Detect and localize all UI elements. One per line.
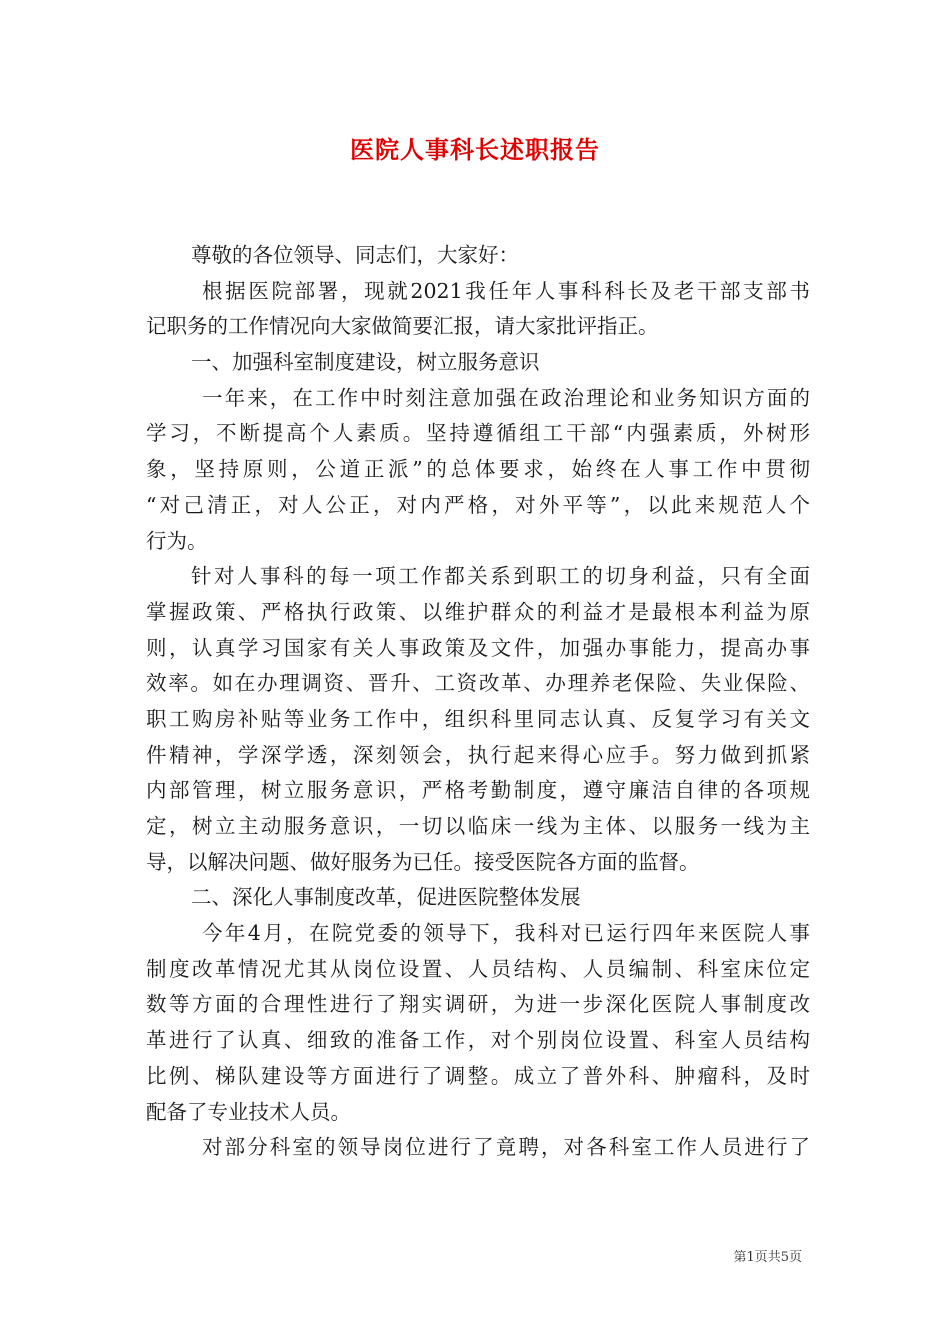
paragraph-line: 效率。如在办理调资、晋升、工资改革、办理养老保险、失业保险、	[146, 671, 810, 696]
paragraph-line: 学习，不断提高个人素质。坚持遵循组工干部“内强素质，外树形	[146, 421, 810, 446]
paragraph-line: 记职务的工作情况向大家做简要汇报，请大家批评指正。	[146, 314, 659, 339]
paragraph-line: 一年来，在工作中时刻注意加强在政治理论和业务知识方面的	[202, 385, 810, 410]
paragraph-line: 针对人事科的每一项工作都关系到职工的切身利益，只有全面	[191, 564, 810, 589]
paragraph-line: 制度改革情况尤其从岗位设置、人员结构、人员编制、科室床位定	[146, 956, 810, 981]
paragraph-line: 行为。	[146, 528, 208, 553]
paragraph-line: 导，以解决问题、做好服务为已任。接受医院各方面的监督。	[146, 849, 700, 874]
paragraph-line: 根据医院部署，现就2021我任年人事科科长及老干部支部书	[202, 278, 810, 303]
paragraph-line: 尊敬的各位领导、同志们，大家好：	[191, 243, 519, 267]
paragraph-line: 今年4月，在院党委的领导下，我科对已运行四年来医院人事	[202, 921, 810, 946]
paragraph-line: 革进行了认真、细致的准备工作，对个别岗位设置、科室人员结构	[146, 1028, 810, 1053]
paragraph-line: 配备了专业技术人员。	[146, 1099, 351, 1124]
paragraph-line: 则，认真学习国家有关人事政策及文件，加强办事能力，提高办事	[146, 635, 810, 660]
document-title: 医院人事科长述职报告	[350, 135, 600, 164]
paragraph-line: 比例、梯队建设等方面进行了调整。成立了普外科、肿瘤科，及时	[146, 1063, 810, 1088]
paragraph-line: 定，树立主动服务意识，一切以临床一线为主体、以服务一线为主	[146, 814, 810, 838]
paragraph-line: 内部管理，树立服务意识，严格考勤制度，遵守廉洁自律的各项规	[146, 778, 810, 803]
paragraph-line: 对部分科室的领导岗位进行了竟聘，对各科室工作人员进行了	[202, 1135, 810, 1160]
paragraph-line: 件精神，学深学透，深刻领会，执行起来得心应手。努力做到抓紧	[146, 742, 810, 767]
document-body	[146, 238, 810, 1166]
paragraph-line: 一、加强科室制度建设，树立服务意识	[191, 350, 540, 375]
paragraph-line: 掌握政策、严格执行政策、以维护群众的利益才是最根本利益为原	[146, 599, 810, 624]
paragraph-line: 数等方面的合理性进行了翔实调研，为进一步深化医院人事制度改	[146, 992, 810, 1017]
paragraph-line: 职工购房补贴等业务工作中，组织科里同志认真、反复学习有关文	[146, 706, 810, 731]
paragraph-line: 象，坚持原则，公道正派”的总体要求，始终在人事工作中贯彻	[146, 457, 810, 482]
page-number: 第1页共5页	[733, 1250, 802, 1265]
paragraph-line: “对己清正，对人公正，对内严格，对外平等”，以此来规范人个	[146, 492, 810, 517]
paragraph-line: 二、深化人事制度改革，促进医院整体发展	[191, 885, 581, 910]
